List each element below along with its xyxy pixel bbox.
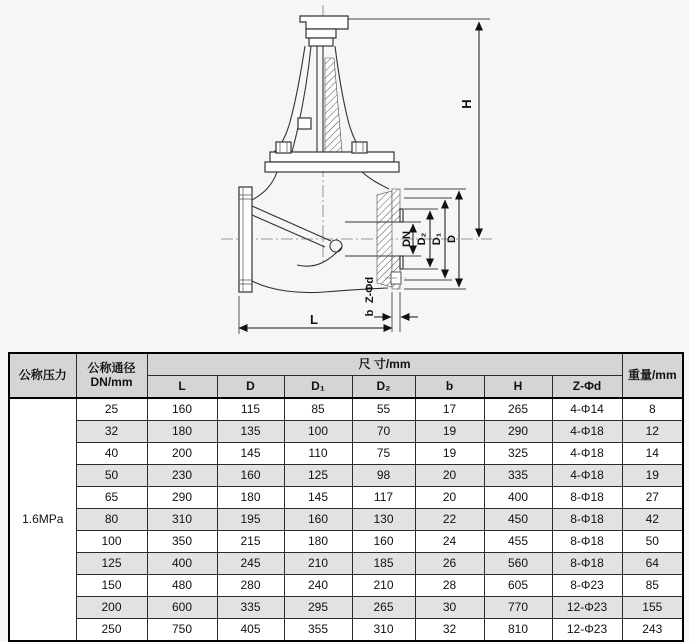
table-cell: 250 [76,619,147,642]
header-col-D1: D₁ [284,376,352,399]
table-cell: 20 [415,487,484,509]
table-cell: 480 [147,575,217,597]
table-row [9,443,683,465]
table-cell: 290 [147,487,217,509]
table-body [9,398,683,641]
dim-label-l: L [310,312,318,327]
table-cell: 32 [415,619,484,642]
table-cell: 98 [352,465,415,487]
valve-body [239,16,406,293]
table-row [9,553,683,575]
table-cell: 125 [76,553,147,575]
header-pressure: 公称压力 [9,353,76,398]
table-cell: 280 [217,575,284,597]
table-cell: 150 [76,575,147,597]
table-cell: 110 [284,443,352,465]
table-cell: 400 [147,553,217,575]
header-col-H: H [484,376,552,399]
table-cell: 290 [484,421,552,443]
header-col-b: b [415,376,484,399]
header-dn [76,353,147,398]
table-cell: 160 [284,509,352,531]
table-cell: 160 [147,398,217,421]
table-cell: 180 [217,487,284,509]
table-row [9,398,683,421]
table-row [9,421,683,443]
table-cell: 14 [622,443,683,465]
table-cell: 160 [352,531,415,553]
header-col-L: L [147,376,217,399]
table-cell: 560 [484,553,552,575]
table-row [9,597,683,619]
table-cell: 27 [622,487,683,509]
table-cell: 400 [484,487,552,509]
table-cell: 4-Φ18 [552,443,622,465]
table-cell: 135 [217,421,284,443]
table-cell: 65 [76,487,147,509]
table-cell: 215 [217,531,284,553]
dim-label-d: D [446,235,458,243]
table-cell: 350 [147,531,217,553]
table-cell: 19 [415,421,484,443]
table-cell: 28 [415,575,484,597]
header-dn-line2: DN/mm [90,374,133,389]
table-cell: 8-Φ18 [552,509,622,531]
dim-label-b: b [364,309,376,317]
table-cell: 75 [352,443,415,465]
table-cell: 180 [147,421,217,443]
table-cell: 455 [484,531,552,553]
dim-label-z-phi-d: Z-Φd [364,276,376,304]
table-cell: 145 [217,443,284,465]
table-cell: 750 [147,619,217,642]
table-cell: 17 [415,398,484,421]
table-cell: 243 [622,619,683,642]
centerlines [221,5,492,264]
table-cell: 155 [622,597,683,619]
dim-label-dn: DN [401,231,413,247]
table-cell: 100 [284,421,352,443]
table-cell: 24 [415,531,484,553]
table-cell: 70 [352,421,415,443]
table-cell: 117 [352,487,415,509]
table-cell: 195 [217,509,284,531]
header-dims-group: 尺 寸/mm [147,353,622,376]
table-cell: 19 [415,443,484,465]
table-row [9,487,683,509]
table-cell: 26 [415,553,484,575]
table-cell: 210 [352,575,415,597]
table-cell: 80 [76,509,147,531]
table-cell: 12-Φ23 [552,619,622,642]
table-cell: 32 [76,421,147,443]
table-cell: 600 [147,597,217,619]
table-cell: 265 [352,597,415,619]
table-cell: 8-Φ18 [552,487,622,509]
table-cell: 30 [415,597,484,619]
table-cell: 355 [284,619,352,642]
table-cell: 310 [352,619,415,642]
table-cell: 405 [217,619,284,642]
table-row [9,619,683,642]
table-row [9,575,683,597]
table-cell: 40 [76,443,147,465]
header-col-D: D [217,376,284,399]
dim-label-d2: D₂ [416,232,428,246]
table-cell: 4-Φ18 [552,421,622,443]
table-cell: 200 [76,597,147,619]
table-cell: 245 [217,553,284,575]
table-cell: 240 [284,575,352,597]
table-cell: 20 [415,465,484,487]
table-cell: 180 [284,531,352,553]
table-row [9,465,683,487]
table-cell: 770 [484,597,552,619]
table-cell: 8-Φ18 [552,531,622,553]
table-cell: 25 [76,398,147,421]
table-cell: 85 [622,575,683,597]
table-cell: 335 [217,597,284,619]
table-cell: 8-Φ18 [552,553,622,575]
table-cell: 64 [622,553,683,575]
table-cell: 85 [284,398,352,421]
table-cell: 810 [484,619,552,642]
table-cell: 145 [284,487,352,509]
dimensions-table [8,352,684,642]
table-cell: 450 [484,509,552,531]
table-cell: 130 [352,509,415,531]
dim-label-h: H [459,99,474,109]
table-cell: 325 [484,443,552,465]
table-cell: 8-Φ23 [552,575,622,597]
dim-label-d1: D₁ [431,232,443,246]
table-cell: 12-Φ23 [552,597,622,619]
header-col-Zd: Z-Φd [552,376,622,399]
table-cell: 200 [147,443,217,465]
table-cell: 605 [484,575,552,597]
table-cell: 100 [76,531,147,553]
table-cell: 310 [147,509,217,531]
table-row [9,509,683,531]
header-weight: 重量/mm [622,353,683,398]
table-cell: 19 [622,465,683,487]
table-cell: 4-Φ14 [552,398,622,421]
pressure-cell: 1.6MPa [9,398,76,641]
table-cell: 8 [622,398,683,421]
table-cell: 265 [484,398,552,421]
table-cell: 50 [622,531,683,553]
table-cell: 55 [352,398,415,421]
table-cell: 42 [622,509,683,531]
table-cell: 115 [217,398,284,421]
header-col-D2: D₂ [352,376,415,399]
table-cell: 160 [217,465,284,487]
table-cell: 335 [484,465,552,487]
table-cell: 4-Φ18 [552,465,622,487]
table-row [9,531,683,553]
table-cell: 185 [352,553,415,575]
table-cell: 230 [147,465,217,487]
table-cell: 12 [622,421,683,443]
table-cell: 50 [76,465,147,487]
table-cell: 210 [284,553,352,575]
header-dn-line1: 公称通径 [87,360,136,375]
table-cell: 295 [284,597,352,619]
table-cell: 125 [284,465,352,487]
table-cell: 22 [415,509,484,531]
